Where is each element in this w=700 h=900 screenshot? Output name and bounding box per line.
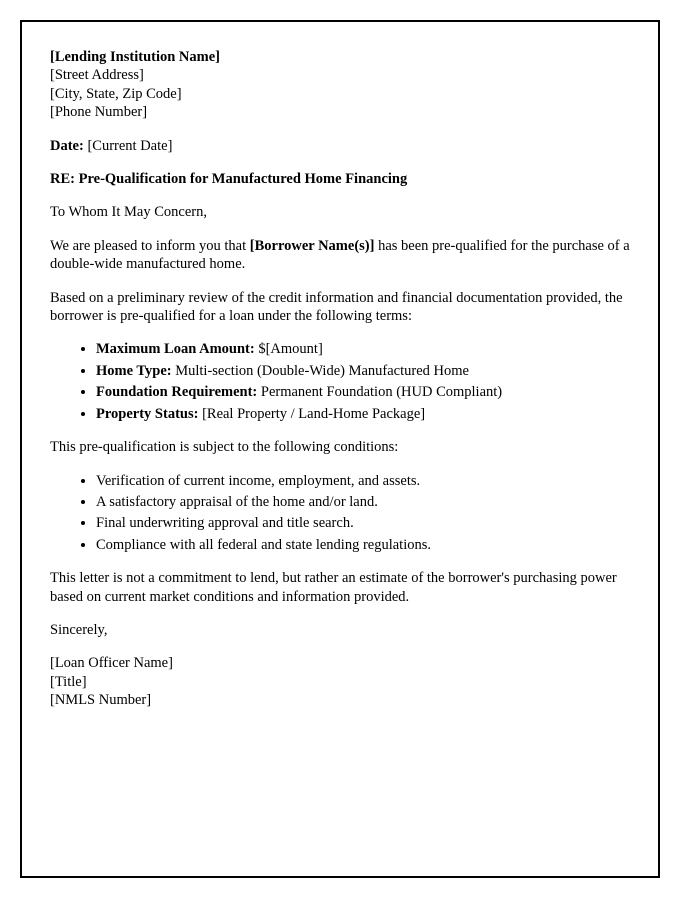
terms-intro-paragraph: Based on a preliminary review of the credit information and financial documentation provided, the borrower is pre-qualified for a loan under the following terms: bbox=[50, 289, 623, 325]
signature-block bbox=[50, 654, 630, 709]
term-label: Foundation Requirement: bbox=[96, 384, 258, 401]
signer-title: [Title] bbox=[50, 673, 87, 690]
letter-page bbox=[20, 20, 660, 878]
salutation: To Whom It May Concern, bbox=[50, 204, 207, 221]
intro-before: We are pleased to inform you that bbox=[50, 237, 250, 254]
letterhead bbox=[50, 48, 630, 122]
terms-list bbox=[50, 340, 630, 423]
term-value: $[Amount] bbox=[254, 341, 323, 358]
street-address: [Street Address] bbox=[50, 67, 144, 84]
intro-paragraph bbox=[50, 237, 630, 274]
term-item-foundation bbox=[96, 383, 630, 401]
term-value: [Real Property / Land-Home Package] bbox=[198, 405, 426, 422]
term-item-property-status bbox=[96, 405, 630, 423]
closing: Sincerely, bbox=[50, 621, 108, 638]
disclaimer-paragraph: This letter is not a commitment to lend, but rather an estimate of the borrower's purchasing power based on current market conditions and information provided. bbox=[50, 570, 617, 605]
date-value: [Current Date] bbox=[83, 137, 173, 154]
term-item-home-type bbox=[96, 362, 630, 380]
institution-name: [Lending Institution Name] bbox=[50, 49, 220, 65]
term-value: Multi-section (Double-Wide) Manufactured Home bbox=[171, 362, 469, 379]
condition-item: • Compliance with all federal and state lending regulations. bbox=[96, 536, 630, 554]
term-label: Home Type: bbox=[96, 362, 172, 379]
borrower-name: [Borrower Name(s)] bbox=[249, 237, 375, 254]
condition-item: • A satisfactory appraisal of the home and/or land. bbox=[96, 493, 630, 511]
signer-name: [Loan Officer Name] bbox=[50, 655, 173, 672]
conditions-intro-paragraph: This pre-qualification is subject to the following conditions: bbox=[50, 439, 399, 456]
term-value: Permanent Foundation (HUD Compliant) bbox=[257, 384, 503, 401]
intro-after: has been pre-qualified for the purchase of a double-wide manufactured home. bbox=[50, 237, 630, 273]
condition-item: • Final underwriting approval and title search. bbox=[96, 514, 630, 532]
term-label: Property Status: bbox=[96, 405, 199, 422]
conditions-list bbox=[50, 472, 630, 555]
date-line bbox=[50, 137, 630, 155]
term-label: Maximum Loan Amount: bbox=[96, 341, 255, 358]
date-label: Date: bbox=[50, 137, 84, 154]
phone-number: [Phone Number] bbox=[50, 104, 148, 121]
term-item-max-loan bbox=[96, 340, 630, 358]
city-state-zip: [City, State, Zip Code] bbox=[50, 85, 182, 102]
subject-line: RE: Pre-Qualification for Manufactured Home Financing bbox=[50, 171, 408, 188]
condition-item: • Verification of current income, employment, and assets. bbox=[96, 472, 630, 490]
signer-nmls: [NMLS Number] bbox=[50, 692, 152, 709]
